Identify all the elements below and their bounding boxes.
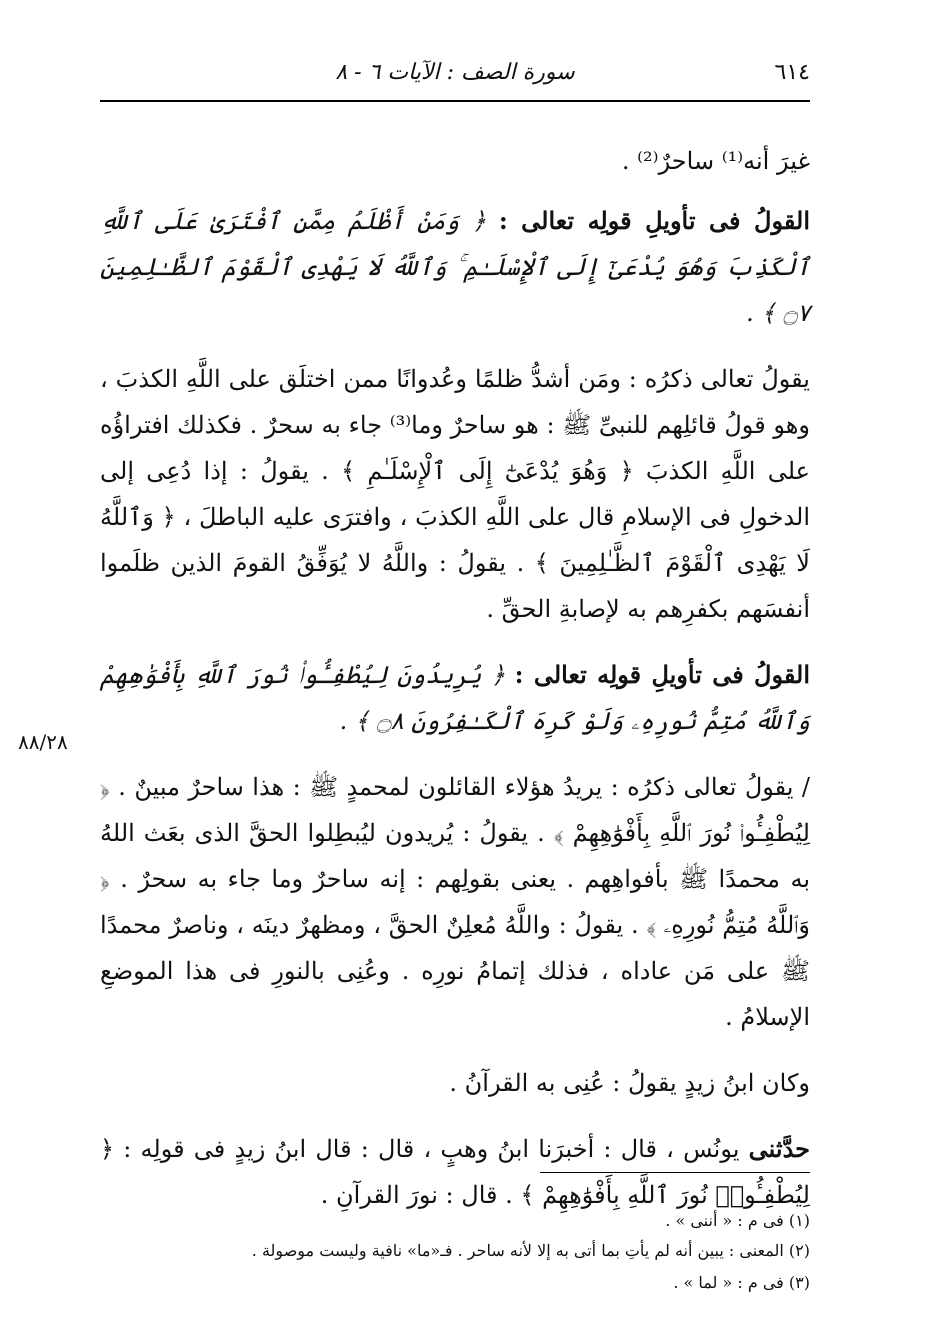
footnote-1: (١) فى م : « أننى » .	[665, 1211, 810, 1230]
paragraph-6	[100, 1060, 810, 1106]
paragraph-text: وكان ابنُ زيدٍ يقولُ : عُنِى به القرآنُ .	[449, 1069, 810, 1097]
paragraph-text: يقولُ تعالى ذكرُه : ومَن أشدُّ ظلمًا وعُدوانًا ممن اختلَق على اللَّهِ الكذبَ ، وهو قولُ قائلِهم للنبىِّ ﷺ : هو ساحرٌ وما⁽³⁾ جاء به سحرٌ . فكذلك افتراؤُه على اللَّهِ الكذبَ ﴿ وَهُوَ يُدْعَىٰٓ إِلَى ٱلْإِسْلَـٰمِ ﴾ . يقولُ : إذا دُعِى إلى الدخولِ فى الإسلامِ قال على اللَّهِ الكذبَ ، وافترَى عليه الباطلَ ، ﴿ وَٱللَّهُ لَا يَهْدِى ٱلْقَوْمَ ٱلظَّـٰلِمِينَ ﴾ . يقولُ : واللَّهُ لا يُوَفِّقُ القومَ الذين ظلَموا أنفسَهم بكفرِهم به لإصابةِ الحقِّ .	[100, 365, 810, 623]
paragraph-text: غيرَ أنه⁽¹⁾ ساحرٌ⁽²⁾ .	[621, 147, 810, 175]
paragraph-1	[100, 138, 810, 184]
main-text	[100, 138, 810, 1238]
running-title: سورة الصف : الآيات ٦ - ٨	[335, 60, 575, 85]
margin-reference: ٨٨/٢٨	[18, 730, 68, 754]
header-rule	[100, 100, 810, 102]
paragraph-text: / يقولُ تعالى ذكرُه : يريدُ هؤلاء القائلون لمحمدٍ ﷺ : هذا ساحرٌ مبينٌ . ﴿ لِيُطْفِـُٔوا۟ نُورَ ٱللَّهِ بِأَفْوَٰهِهِمْ ﴾ . يقولُ : يُريدون ليُبطِلوا الحقَّ الذى بعَث اللهُ به محمدًا ﷺ بأفواهِهم . يعنى بقولِهم : إنه ساحرٌ وما جاء به سحرٌ . ﴿ وَٱللَّهُ مُتِمُّ نُورِهِۦ ﴾ . يقولُ : واللَّهُ مُعلِنٌ الحقَّ ، ومظهرٌ دينَه ، وناصرٌ محمدًا ﷺ على مَن عاداه ، فذلك إتمامُ نورِه . وعُنِى بالنورِ فى هذا الموضعِ الإسلامُ .	[100, 773, 810, 1031]
paragraph-3	[100, 356, 810, 632]
hadith-lead: حدَّثنى	[748, 1134, 810, 1163]
page-header	[100, 56, 810, 96]
quran-verse: ﴿ وَمَنْ أَظْلَمُ مِمَّنِ ٱفْتَرَىٰ عَلَى ٱللَّهِ ٱلْكَذِبَ وَهُوَ يُدْعَىٰٓ إِلَى ٱلْإِسْلَـٰمِ ۚ وَٱللَّهُ لَا يَهْدِى ٱلْقَوْمَ ٱلظَّـٰلِمِينَ ۝٧ ﴾ .	[100, 207, 810, 327]
footnote-3: (٣) فى م : « لما » .	[673, 1273, 810, 1292]
paragraph-5	[100, 764, 810, 1040]
footnote-2: (٢) المعنى : يبين أنه لم يأتِ بما أتى به إلا لأنه ساحر . فـ«ما» نافية وليست موصولة .	[251, 1241, 810, 1260]
paragraph-4	[100, 652, 810, 744]
section-heading: القولُ فى تأويلِ قولِه تعالى :	[498, 206, 810, 235]
page-number: ٦١٤	[774, 60, 810, 85]
footnote-rule	[540, 1172, 810, 1173]
section-heading: القولُ فى تأويلِ قولِه تعالى :	[514, 660, 810, 689]
quran-verse: ﴿ يُرِيدُونَ لِيُطْفِـُٔوا۟ نُورَ ٱللَّهِ بِأَفْوَٰهِهِمْ وَٱللَّهُ مُتِمُّ نُورِهِۦ وَلَوْ كَرِهَ ٱلْكَـٰفِرُونَ ۝٨ ﴾ .	[100, 661, 810, 735]
paragraph-text: يونُس ، قال : أخبرَنا ابنُ وهبٍ ، قال : قال ابنُ زيدٍ فى قولِه : ﴿ لِيُطْفِـُٔوا۟ نُورَ ٱللَّهِ بِأَفْوَٰهِهِمْ ﴾ . قال : نورَ القرآنِ .	[100, 1135, 810, 1209]
paragraph-2	[100, 198, 810, 336]
